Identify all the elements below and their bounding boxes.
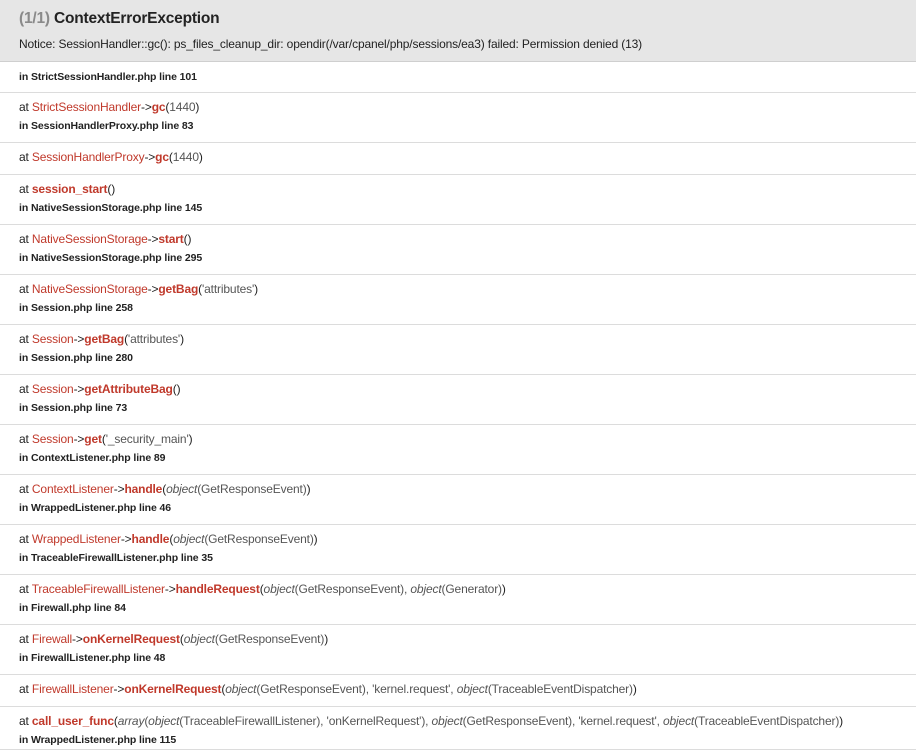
frame-location: in ContextListener.php line 89	[19, 452, 166, 464]
frame-arrow: ->	[113, 682, 125, 696]
stack-frame	[0, 175, 916, 225]
frame-location: in WrappedListener.php line 115	[19, 734, 177, 746]
frame-at: at	[19, 282, 32, 296]
frame-arrow: ->	[72, 632, 83, 646]
frame-function: session_start	[31, 182, 108, 196]
frame-at: at	[19, 382, 32, 396]
frame-call	[19, 150, 203, 164]
exception-header	[0, 0, 916, 62]
frame-call	[19, 582, 506, 596]
frame-class: SessionHandlerProxy	[31, 150, 145, 164]
frame-paren-open: (	[162, 482, 167, 496]
frame-location: in StrictSessionHandler.php line 101	[19, 71, 197, 83]
frame-paren-open: (	[124, 332, 128, 346]
frame-class: Session	[31, 382, 74, 396]
frame-call	[19, 482, 310, 496]
frame-at: at	[19, 332, 32, 346]
stack-frame	[0, 525, 916, 575]
frame-function: call_user_func	[31, 714, 114, 728]
frame-arg-type: object	[166, 482, 198, 496]
frame-arg-type: object	[263, 582, 295, 596]
frame-class: NativeSessionStorage	[31, 232, 148, 246]
frame-location: in Session.php line 73	[19, 402, 128, 414]
frame-location: in WrappedListener.php line 46	[19, 502, 172, 514]
frame-paren-close: )	[313, 532, 318, 546]
frame-class: ContextListener	[31, 482, 114, 496]
frame-arg-type: object	[456, 682, 488, 696]
frame-paren-open: (	[165, 100, 170, 114]
exception-count: (1/1)	[19, 10, 50, 27]
exception-class: ContextErrorException	[53, 10, 220, 27]
frame-call	[19, 182, 115, 196]
frame-class: StrictSessionHandler	[31, 100, 141, 114]
frame-call	[19, 382, 180, 396]
frame-class: NativeSessionStorage	[31, 282, 148, 296]
frame-function: gc	[151, 100, 166, 114]
stack-frame	[0, 575, 916, 625]
frame-location: in SessionHandlerProxy.php line 83	[19, 120, 194, 132]
frame-paren-close: )	[839, 714, 844, 728]
stack-frame	[0, 625, 916, 675]
frame-paren-close: )	[306, 482, 311, 496]
frame-paren-close: )	[111, 182, 116, 196]
frame-function: handleRequest	[175, 582, 260, 596]
frame-args: (GetResponseEvent), 'kernel.request',	[256, 682, 457, 696]
frame-call	[19, 532, 318, 546]
frame-at: at	[19, 432, 32, 446]
frame-call	[19, 632, 328, 646]
frame-arrow: ->	[73, 432, 85, 446]
stack-frame	[0, 707, 916, 750]
frame-args: (	[144, 714, 149, 728]
frame-function: handle	[131, 532, 170, 546]
frame-at: at	[19, 482, 32, 496]
stack-frame	[0, 225, 916, 275]
frame-paren-close: )	[176, 382, 181, 396]
frame-args: (TraceableEventDispatcher)	[487, 682, 633, 696]
frame-location: in Session.php line 280	[19, 352, 133, 364]
frame-at: at	[19, 182, 32, 196]
frame-arg-type: object	[225, 682, 257, 696]
frame-at: at	[19, 714, 32, 728]
frame-arrow: ->	[113, 482, 125, 496]
stack-frame	[0, 475, 916, 525]
frame-function: onKernelRequest	[124, 682, 222, 696]
frame-at: at	[19, 582, 32, 596]
frame-arg-type: array	[117, 714, 145, 728]
exception-title	[19, 10, 219, 28]
frame-args: (GetResponseEvent),	[294, 582, 411, 596]
frame-paren-open: (	[101, 432, 106, 446]
stack-frame	[0, 675, 916, 707]
frame-args: (GetResponseEvent)	[197, 482, 307, 496]
frame-location: in NativeSessionStorage.php line 295	[19, 252, 203, 264]
frame-args: '_security_main'	[105, 432, 189, 446]
frame-function: onKernelRequest	[82, 632, 180, 646]
frame-arg-type: object	[183, 632, 215, 646]
frame-paren-open: (	[259, 582, 264, 596]
frame-paren-close: )	[501, 582, 506, 596]
frame-paren-close: )	[198, 150, 203, 164]
frame-class: Firewall	[31, 632, 73, 646]
frame-arrow: ->	[73, 382, 85, 396]
frame-paren-open: (	[183, 232, 188, 246]
stack-frame	[0, 275, 916, 325]
frame-paren-open: (	[168, 150, 173, 164]
frame-class: FirewallListener	[31, 682, 114, 696]
frame-args: 'attributes'	[127, 332, 181, 346]
frame-paren-open: (	[169, 532, 174, 546]
frame-arrow: ->	[147, 282, 159, 296]
frame-class: WrappedListener	[31, 532, 121, 546]
frame-call	[19, 100, 199, 114]
frame-location: in NativeSessionStorage.php line 145	[19, 202, 203, 214]
frame-arg-type: object	[431, 714, 463, 728]
frame-location: in TraceableFirewallListener.php line 35	[19, 552, 213, 564]
frame-at: at	[19, 100, 32, 114]
frame-arg-type: object	[662, 714, 695, 728]
frame-call	[19, 332, 184, 346]
frame-args: (GetResponseEvent)	[214, 632, 325, 646]
frame-function: handle	[124, 482, 163, 496]
frame-paren-open: (	[198, 282, 203, 296]
frame-at: at	[19, 150, 32, 164]
frame-paren-close: )	[324, 632, 329, 646]
frame-location: in Firewall.php line 84	[19, 602, 126, 614]
frame-paren-close: )	[188, 432, 193, 446]
frame-args: (TraceableFirewallListener), 'onKernelRequest'),	[179, 714, 432, 728]
stack-frame	[0, 425, 916, 475]
frame-args: 'attributes'	[202, 282, 255, 296]
exception-message: Notice: SessionHandler::gc(): ps_files_cleanup_dir: opendir(/var/cpanel/php/sessions/ea3) failed: Permission denied (13)	[19, 37, 643, 51]
stack-frame	[0, 325, 916, 375]
frame-paren-close: )	[195, 100, 200, 114]
frame-arrow: ->	[144, 150, 156, 164]
frame-arrow: ->	[164, 582, 176, 596]
stack-frame	[0, 62, 916, 93]
frame-paren-close: )	[180, 332, 184, 346]
frame-arg-type: object	[148, 714, 180, 728]
stack-frame	[0, 93, 916, 143]
stack-frame	[0, 375, 916, 425]
frame-args: (TraceableEventDispatcher)	[694, 714, 840, 728]
frame-call	[19, 432, 192, 446]
frame-paren-open: (	[113, 714, 118, 728]
frame-call	[19, 682, 637, 696]
frame-at: at	[19, 532, 32, 546]
frame-args: 1440	[169, 100, 196, 114]
frame-call	[19, 282, 258, 296]
frame-call	[19, 714, 843, 728]
frame-paren-open: (	[179, 632, 184, 646]
frame-function: get	[84, 432, 102, 446]
stack-frame	[0, 143, 916, 175]
frame-function: gc	[155, 150, 169, 164]
frame-paren-close: )	[187, 232, 192, 246]
frame-paren-open: (	[172, 382, 177, 396]
frame-paren-open: (	[107, 182, 112, 196]
frame-function: getBag	[158, 282, 199, 296]
frame-paren-close: )	[632, 682, 637, 696]
frame-at: at	[19, 682, 32, 696]
frame-at: at	[19, 632, 32, 646]
frame-arrow: ->	[120, 532, 132, 546]
frame-class: TraceableFirewallListener	[31, 582, 165, 596]
frame-call	[19, 232, 191, 246]
frame-args: (Generator)	[441, 582, 502, 596]
frame-function: getAttributeBag	[84, 382, 173, 396]
frame-arrow: ->	[73, 332, 85, 346]
frame-arrow: ->	[147, 232, 159, 246]
frame-class: Session	[31, 432, 74, 446]
frame-paren-close: )	[254, 282, 259, 296]
frame-function: getBag	[84, 332, 125, 346]
frame-arg-type: object	[173, 532, 205, 546]
frame-args: (GetResponseEvent), 'kernel.request',	[462, 714, 663, 728]
frame-args: 1440	[172, 150, 199, 164]
frame-arg-type: object	[410, 582, 442, 596]
frame-location: in Session.php line 258	[19, 302, 133, 314]
frame-location: in FirewallListener.php line 48	[19, 652, 166, 664]
frame-arrow: ->	[140, 100, 152, 114]
frame-paren-open: (	[221, 682, 226, 696]
frame-at: at	[19, 232, 32, 246]
frame-function: start	[158, 232, 184, 246]
frame-args: (GetResponseEvent)	[204, 532, 314, 546]
frame-class: Session	[31, 332, 74, 346]
